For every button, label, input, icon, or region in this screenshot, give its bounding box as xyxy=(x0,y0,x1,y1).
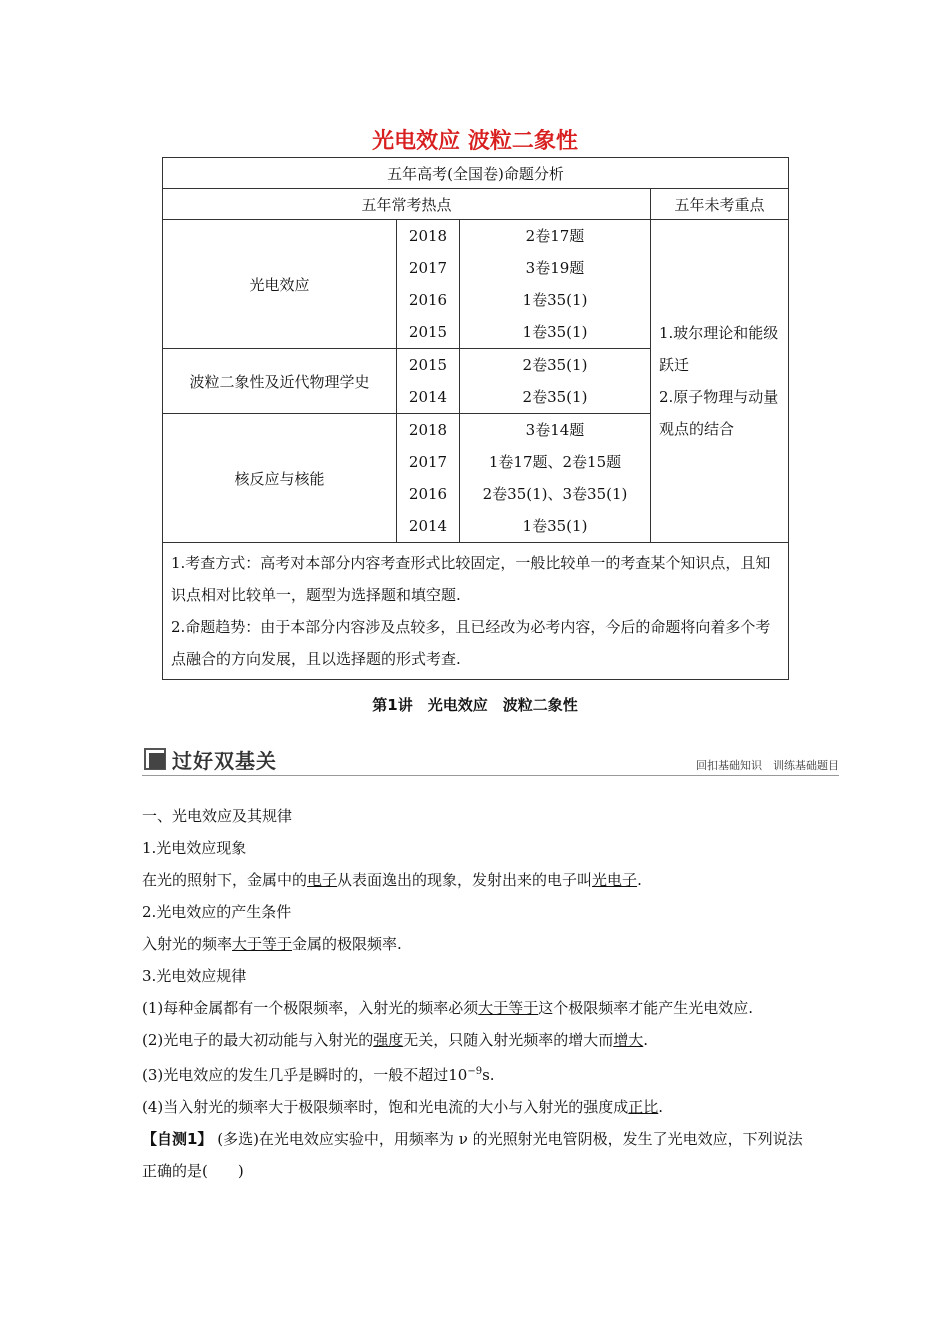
paper: 1卷35(1) xyxy=(522,323,588,341)
header-focus: 五年未考重点 xyxy=(651,189,789,220)
rule-2 xyxy=(142,1024,814,1056)
years-cell xyxy=(397,220,460,349)
content-body xyxy=(142,800,814,1187)
text: (2)光电子的最大初动能与入射光的 xyxy=(142,1031,374,1049)
text: 无关，只随入射光频率的增大而 xyxy=(403,1031,614,1049)
year: 2018 xyxy=(408,421,448,439)
subheading: 1.光电效应现象 xyxy=(142,839,247,857)
answer-blank: 电子 xyxy=(307,871,338,889)
year: 2017 xyxy=(408,259,448,277)
note: 2.命题趋势：由于本部分内容涉及点较多，且已经改为必考内容，今后的命题将向着多个考点融合的方向发展，且以选择题的形式考查. xyxy=(171,618,771,668)
header-hot-topics: 五年常考热点 xyxy=(163,189,651,220)
section-banner xyxy=(142,745,839,776)
square-icon xyxy=(144,748,166,770)
paper: 1卷35(1) xyxy=(522,291,588,309)
text: 从表面逸出的现象，发射出来的电子叫 xyxy=(337,871,593,889)
year: 2015 xyxy=(408,356,448,374)
paper: 2卷35(1) xyxy=(522,388,588,406)
year: 2017 xyxy=(408,453,448,471)
lecture-heading: 第1讲 光电效应 波粒二象性 xyxy=(372,696,578,714)
answer-blank: 强度 xyxy=(373,1031,404,1049)
focus-item: 2.原子物理与动量观点的结合 xyxy=(659,388,779,438)
rule-3 xyxy=(142,1056,814,1091)
answer-blank: 大于等于 xyxy=(232,935,293,953)
topic-nuclear: 核反应与核能 xyxy=(163,414,397,543)
rule-1 xyxy=(142,992,814,1024)
years-cell xyxy=(397,349,460,414)
paragraph xyxy=(142,928,814,960)
paper: 1卷35(1) xyxy=(522,517,588,535)
question-text: (多选)在光电效应实验中，用频率为 ν 的光照射光电管阴极，发生了光电效应，下列说法正确的是( ) xyxy=(142,1130,803,1180)
years-cell xyxy=(397,414,460,543)
page-title: 光电效应 波粒二象性 xyxy=(372,129,578,154)
text: . xyxy=(637,871,642,889)
text: (3)光电效应的发生几乎是瞬时的，一般不超过10 xyxy=(142,1066,468,1084)
paper: 1卷17题、2卷15题 xyxy=(488,453,622,471)
text: . xyxy=(643,1031,649,1049)
answer-blank: 光电子 xyxy=(592,871,638,889)
paper: 3卷19题 xyxy=(525,259,585,277)
note: 1.考查方式：高考对本部分内容考查形式比较固定，一般比较单一的考查某个知识点，且知识点相对比较单一，题型为选择题和填空题. xyxy=(171,554,771,604)
text: . xyxy=(658,1098,664,1116)
focus-item: 1.玻尔理论和能级跃迁 xyxy=(659,324,779,374)
year: 2016 xyxy=(408,291,448,309)
text: 这个极限频率才能产生光电效应. xyxy=(538,999,754,1017)
table-caption: 五年高考(全国卷)命题分析 xyxy=(163,158,789,189)
self-test-question xyxy=(142,1123,814,1187)
paper: 2卷35(1) xyxy=(522,356,588,374)
text: (4)当入射光的频率大于极限频率时，饱和光电流的大小与入射光的强度成 xyxy=(142,1098,629,1116)
subheading: 3.光电效应规律 xyxy=(142,967,247,985)
subheading: 2.光电效应的产生条件 xyxy=(142,903,292,921)
text: 在光的照射下，金属中的 xyxy=(142,871,308,889)
exponent: −9 xyxy=(467,1066,483,1077)
rule-4 xyxy=(142,1091,814,1123)
topic-wave-particle: 波粒二象性及近代物理学史 xyxy=(163,349,397,414)
year: 2018 xyxy=(408,227,448,245)
banner-subtitle: 回扣基础知识 训练基础题目 xyxy=(696,759,839,772)
banner-title: 过好双基关 xyxy=(172,749,277,773)
section-heading: 一、光电效应及其规律 xyxy=(142,807,293,825)
answer-blank: 正比 xyxy=(628,1098,659,1116)
year: 2014 xyxy=(408,517,448,535)
papers-cell xyxy=(460,349,651,414)
paper: 2卷17题 xyxy=(525,227,585,245)
text: 入射光的频率 xyxy=(142,935,233,953)
text: (1)每种金属都有一个极限频率，入射光的频率必须 xyxy=(142,999,479,1017)
paper: 2卷35(1)、3卷35(1) xyxy=(482,485,628,503)
year: 2016 xyxy=(408,485,448,503)
focus-cell xyxy=(651,220,789,543)
question-label: 【自测1】 xyxy=(142,1130,213,1148)
paper: 3卷14题 xyxy=(525,421,585,439)
notes-cell xyxy=(163,543,789,680)
answer-blank: 增大 xyxy=(613,1031,644,1049)
text: 金属的极限频率. xyxy=(292,935,402,953)
answer-blank: 大于等于 xyxy=(478,999,539,1017)
paragraph xyxy=(142,864,814,896)
year: 2014 xyxy=(408,388,448,406)
year: 2015 xyxy=(408,323,448,341)
analysis-table xyxy=(162,157,789,680)
papers-cell xyxy=(460,414,651,543)
text: s. xyxy=(482,1066,495,1084)
topic-photoelectric: 光电效应 xyxy=(163,220,397,349)
papers-cell xyxy=(460,220,651,349)
